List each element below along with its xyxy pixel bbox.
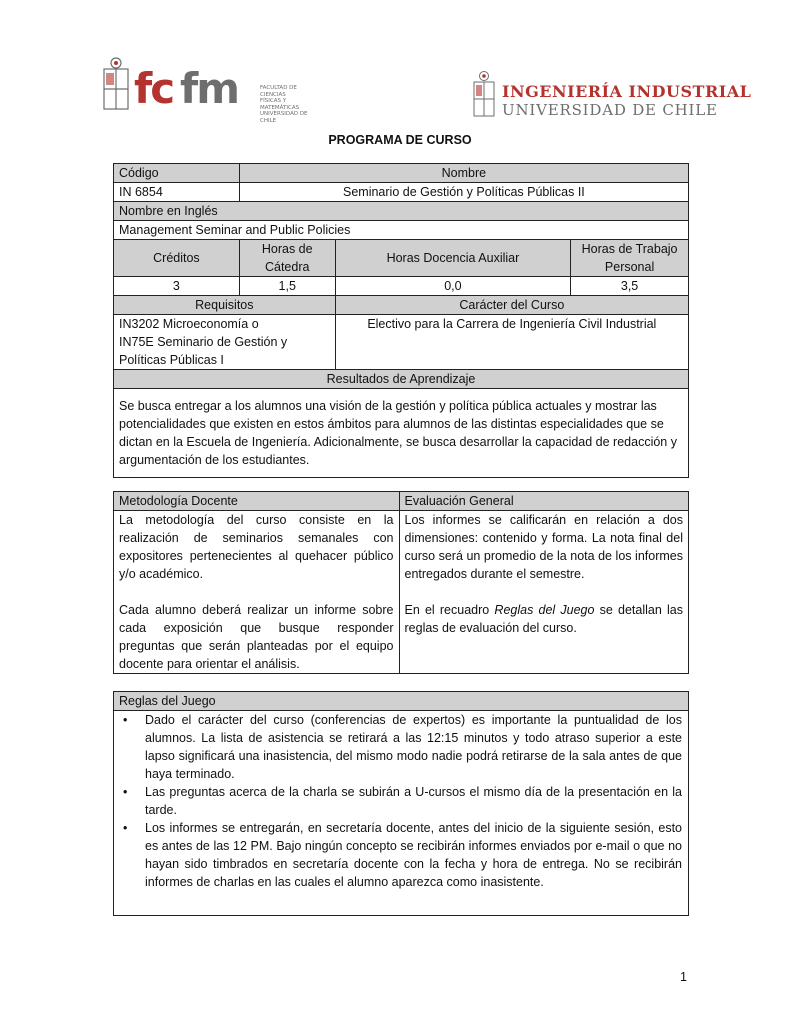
aux-hours-value: 0,0 <box>335 277 570 296</box>
rule-text: Los informes se entregarán, en secretaría docente, antes del inicio de la siguiente sesión, esto es antes de las 12 PM. Bajo ningún concepto se recibirán informes enviados por e-mail o que no hayan sido timbrados en secretaría docente con la fecha y hora de entrega. No se recibirán informes de charlas en las cuales el alumno aparezca como inasistente. <box>145 821 682 889</box>
rule-item <box>123 711 682 783</box>
ingenieria-industrial-logo <box>472 68 752 120</box>
methodology-paragraph: Cada alumno deberá realizar un informe sobre cada exposición que busque responder preguntas que serán planteadas por el equipo docente para orientar el análisis. <box>119 603 394 671</box>
lecture-hours-value: 1,5 <box>239 277 335 296</box>
evaluation-paragraph <box>405 601 684 637</box>
logo-subtitle-line: UNIVERSIDAD DE CHILE <box>502 101 718 119</box>
document-title: PROGRAMA DE CURSO <box>328 133 472 147</box>
fcfm-logo <box>100 55 315 124</box>
character-label: Carácter del Curso <box>335 296 688 315</box>
course-name: Seminario de Gestión y Políticas Públicas II <box>239 183 688 202</box>
course-code: IN 6854 <box>114 183 240 202</box>
fcfm-logo-caption <box>260 85 315 124</box>
evaluation-label: Evaluación General <box>399 492 689 511</box>
credits-label: Créditos <box>114 240 240 277</box>
svg-text:fm: fm <box>180 64 239 113</box>
fcfm-caption-line: FÍSICAS Y MATEMÁTICAS <box>260 98 300 111</box>
page-number: 1 <box>680 970 687 984</box>
fcfm-caption-line: FACULTAD DE CIENCIAS <box>260 85 297 98</box>
evaluation-text: En el recuadro <box>404 603 495 617</box>
evaluation-content <box>399 511 689 674</box>
bullet-icon: • <box>123 785 128 799</box>
aux-hours-label: Horas Docencia Auxiliar <box>335 240 570 277</box>
name-label: Nombre <box>239 164 688 183</box>
course-character: Electivo para la Carrera de Ingeniería Civil Industrial <box>335 315 688 370</box>
rule-item <box>123 819 682 891</box>
evaluation-text: se detallan las reglas de evaluación del curso. <box>404 603 683 635</box>
rule-item <box>123 783 682 819</box>
requirement-line: Políticas Públicas I <box>119 353 224 367</box>
methodology-label: Metodología Docente <box>114 492 400 511</box>
methodology-evaluation-table <box>113 491 689 674</box>
rules-list <box>119 711 682 891</box>
rules-table <box>113 691 689 916</box>
fcfm-caption-line: UNIVERSIDAD DE CHILE <box>260 111 308 124</box>
methodology-paragraph: La metodología del curso consiste en la realización de seminarios semanales con expositores pertenecientes al quehacer público y/o académico. <box>119 513 394 581</box>
learning-outcomes <box>114 389 689 478</box>
bullet-icon: • <box>123 821 128 835</box>
credits-value: 3 <box>114 277 240 296</box>
work-hours-value: 3,5 <box>571 277 689 296</box>
english-name: Management Seminar and Public Policies <box>114 221 689 240</box>
work-hours-label: Horas de Trabajo Personal <box>571 240 689 277</box>
bullet-icon: • <box>123 713 128 727</box>
rule-text: Dado el carácter del curso (conferencias de expertos) es importante la puntualidad de los alumnos. La lista de asistencia se retirará a las 12:15 minutos y todo atraso superior a este lapso significará una inasistencia, del mismo modo nadie podrá retirarse de la sala antes de que haya terminado. <box>145 713 682 781</box>
logo-title-line: INGENIERÍA INDUSTRIAL <box>502 82 752 101</box>
outcomes-label: Resultados de Aprendizaje <box>114 370 689 389</box>
rules-label: Reglas del Juego <box>114 692 689 711</box>
evaluation-paragraph: Los informes se calificarán en relación a dos dimensiones: contenido y forma. La nota final del curso será un promedio de la nota de los informes entregados durante el semestre. <box>404 513 683 581</box>
rules-reference: Reglas del Juego <box>494 603 595 617</box>
requirement-line: IN75E Seminario de Gestión y <box>119 335 288 349</box>
code-label: Código <box>114 164 240 183</box>
requirements-cell <box>114 315 336 370</box>
english-name-label: Nombre en Inglés <box>114 202 689 221</box>
svg-text:fc: fc <box>134 64 174 113</box>
university-emblem-icon <box>472 70 496 118</box>
rules-content <box>114 711 689 916</box>
rule-text: Las preguntas acerca de la charla se subirán a U-cursos el mismo día de la presentación en la tarde. <box>145 785 682 817</box>
learning-outcomes-text: Se busca entregar a los alumnos una visión de la gestión y política pública actuales y mostrar las potencialidades que existen en estos ámbitos para alumnos de las distintas especialidades que se dictan en la Escuela de Ingeniería. Adicionalmente, se busca desarrollar la capacidad de redacción y argumentación de los estudiantes. <box>119 399 677 467</box>
lecture-hours-label: Horas de Cátedra <box>239 240 335 277</box>
course-info-table <box>113 163 689 478</box>
requirement-line: IN3202 Microeconomía o <box>119 317 259 331</box>
requirements-label: Requisitos <box>114 296 336 315</box>
methodology-content <box>114 511 400 674</box>
